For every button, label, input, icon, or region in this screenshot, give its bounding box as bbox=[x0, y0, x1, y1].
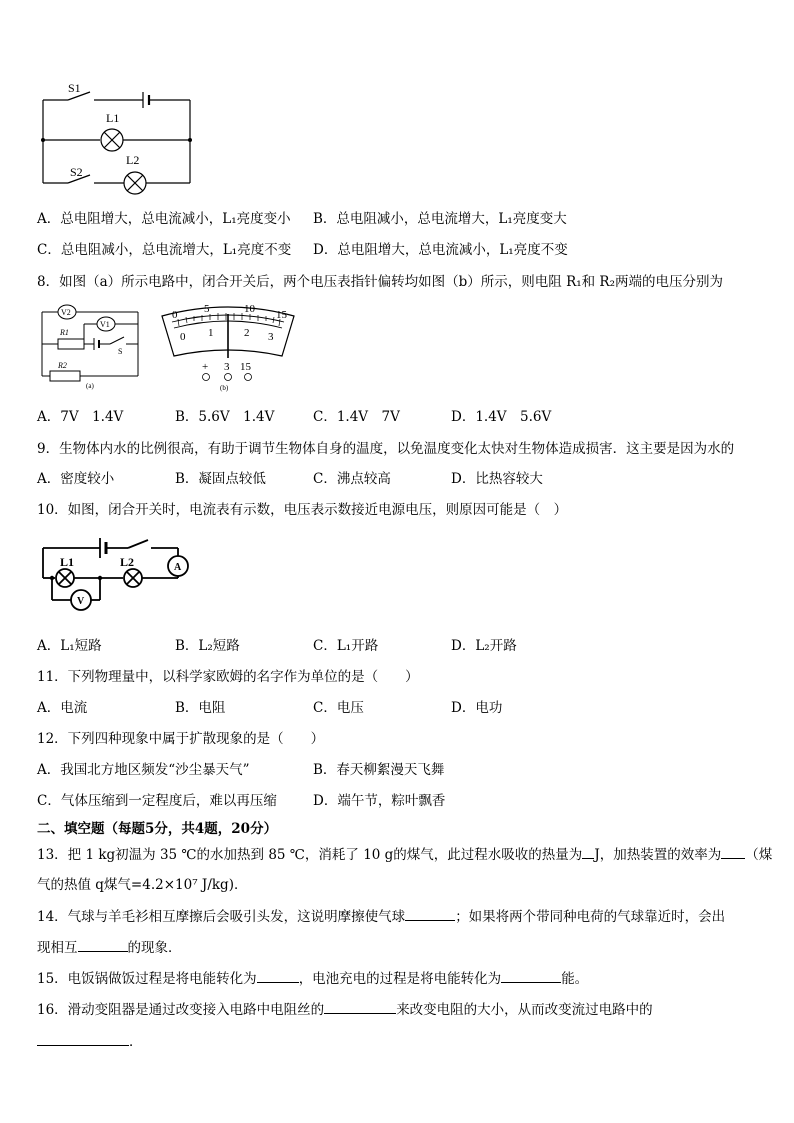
q9-option-c[interactable]: C．沸点较高 bbox=[313, 471, 391, 487]
q13-blank-heat[interactable] bbox=[582, 845, 594, 859]
q8b-top-tick-5: 5 bbox=[204, 303, 210, 315]
q8b-top-tick-0: 0 bbox=[172, 309, 178, 321]
q8a-label-r2: R2 bbox=[58, 361, 67, 370]
q9-option-b[interactable]: B．凝固点较低 bbox=[175, 471, 266, 487]
q15-line bbox=[37, 967, 588, 987]
q12-option-b[interactable]: B．春天柳絮漫天飞舞 bbox=[313, 762, 445, 778]
q8b-bottom-tick-2: 2 bbox=[244, 327, 250, 339]
q8a-label-s: S bbox=[118, 347, 123, 356]
q8b-caption: (b) bbox=[220, 384, 229, 392]
q15-blank-1[interactable] bbox=[257, 969, 299, 983]
q9-option-a[interactable]: A．密度较小 bbox=[37, 471, 115, 487]
q10-option-c[interactable]: C．L₁开路 bbox=[313, 638, 379, 654]
q11-option-d[interactable]: D．电功 bbox=[451, 700, 503, 716]
q11-option-b[interactable]: B．电阻 bbox=[175, 700, 226, 716]
q8-stem: 8．如图（a）所示电路中，闭合开关后，两个电压表指针偏转均如图（b）所示，则电阻 R₁和 R₂两端的电压分别为 bbox=[37, 274, 724, 290]
q10-option-b[interactable]: B．L₂短路 bbox=[175, 638, 240, 654]
q10-label-ammeter: A bbox=[174, 562, 182, 573]
q8b-top-tick-15: 15 bbox=[276, 309, 287, 321]
q10-circuit-diagram bbox=[38, 530, 198, 612]
q12-stem: 12．下列四种现象中属于扩散现象的是（ ） bbox=[37, 731, 325, 747]
q7-option-d[interactable]: D．总电阻增大，总电流减小，L₁亮度不变 bbox=[313, 242, 568, 258]
q16-text-a: 16．滑动变阻器是通过改变接入电路中电阻丝的 bbox=[37, 1002, 325, 1018]
q7-option-a[interactable]: A．总电阻增大，总电流减小，L₁亮度变小 bbox=[37, 211, 291, 227]
q14-text-a: 14．气球与羊毛衫相互摩擦后会吸引头发，这说明摩擦使气球 bbox=[37, 909, 406, 925]
q8-option-b[interactable]: B．5.6V 1.4V bbox=[175, 409, 275, 425]
q15-text-a: 15．电饭锅做饭过程是将电能转化为 bbox=[37, 971, 257, 987]
q8a-label-r1: R1 bbox=[60, 328, 69, 337]
q10-label-voltmeter: V bbox=[77, 596, 85, 607]
q9-option-d[interactable]: D．比热容较大 bbox=[451, 471, 543, 487]
q9-stem: 9．生物体内水的比例很高，有助于调节生物体自身的温度，以免温度变化太快对生物体造成损害．这主要是因为水的 bbox=[37, 441, 735, 457]
q8b-terminal-plus: + bbox=[202, 361, 209, 373]
q15-blank-2[interactable] bbox=[501, 969, 561, 983]
q8-option-d[interactable]: D．1.4V 5.6V bbox=[451, 409, 552, 425]
q14-blank-2[interactable] bbox=[78, 938, 128, 952]
q8-figure-a-circuit bbox=[38, 300, 148, 390]
q15-text-b: ，电池充电的过程是将电能转化为 bbox=[298, 971, 502, 987]
q16-blank-1[interactable] bbox=[324, 1000, 396, 1014]
q8b-terminal-3: 3 bbox=[224, 361, 230, 373]
q13-blank-efficiency[interactable] bbox=[721, 845, 745, 859]
q13-text-a: 13．把 1 kg初温为 35 ℃的水加热到 85 ℃，消耗了 10 g的煤气，此过程水吸收的热量为 bbox=[37, 847, 583, 863]
q8b-terminal-15: 15 bbox=[240, 361, 251, 373]
q14-text-d: 的现象． bbox=[127, 940, 182, 956]
q10-label-l2: L2 bbox=[120, 555, 135, 569]
section-title-fill-in: 二、填空题（每题5分，共4题，20分） bbox=[37, 821, 278, 837]
q14-line-1 bbox=[37, 905, 725, 925]
q10-stem: 10．如图，闭合开关时，电流表有示数，电压表示数接近电源电压，则原因可能是（ ） bbox=[37, 502, 568, 518]
q12-option-c[interactable]: C．气体压缩到一定程度后，难以再压缩 bbox=[37, 793, 277, 809]
q8-option-a[interactable]: A．7V 1.4V bbox=[37, 409, 124, 425]
q8-option-c[interactable]: C．1.4V 7V bbox=[313, 409, 400, 425]
q10-option-a[interactable]: A．L₁短路 bbox=[37, 638, 102, 654]
q14-text-b: ；如果将两个带同种电荷的气球靠近时，会出 bbox=[455, 909, 726, 925]
q13-line-1 bbox=[37, 843, 772, 863]
q8-figure-b-voltmeter bbox=[158, 300, 298, 392]
q7-label-s2: S2 bbox=[70, 165, 83, 179]
q7-label-l2: L2 bbox=[126, 153, 140, 167]
q7-option-c[interactable]: C．总电阻减小，总电流增大，L₁亮度不变 bbox=[37, 242, 292, 258]
q12-option-d[interactable]: D．端午节，粽叶飘香 bbox=[313, 793, 446, 809]
q7-label-l1: L1 bbox=[106, 111, 120, 125]
q14-line-2 bbox=[37, 936, 182, 956]
q13-text-b: J，加热装置的效率为 bbox=[594, 847, 722, 863]
q8b-top-tick-10: 10 bbox=[244, 303, 255, 315]
q14-blank-1[interactable] bbox=[405, 907, 455, 921]
q13-text-c: （煤 bbox=[745, 847, 773, 863]
q7-option-b[interactable]: B．总电阻减小，总电流增大，L₁亮度变大 bbox=[313, 211, 567, 227]
q10-label-l1: L1 bbox=[60, 555, 75, 569]
q11-option-a[interactable]: A．电流 bbox=[37, 700, 88, 716]
q11-stem: 11．下列物理量中，以科学家欧姆的名字作为单位的是（ ） bbox=[37, 669, 419, 685]
q8b-bottom-tick-3: 3 bbox=[268, 331, 274, 343]
q8b-bottom-tick-0: 0 bbox=[180, 331, 186, 343]
q8a-label-v1: V1 bbox=[100, 320, 110, 329]
q12-option-a[interactable]: A．我国北方地区频发“沙尘暴天气” bbox=[37, 762, 250, 778]
q16-end: ． bbox=[129, 1034, 143, 1050]
q14-text-c: 现相互 bbox=[37, 940, 78, 956]
q8b-bottom-tick-1: 1 bbox=[208, 327, 214, 339]
q7-circuit-diagram bbox=[38, 78, 198, 198]
q10-option-d[interactable]: D．L₂开路 bbox=[451, 638, 517, 654]
q7-label-s1: S1 bbox=[68, 81, 81, 95]
q16-line-1 bbox=[37, 998, 653, 1018]
q16-text-b: 来改变电阻的大小，从而改变流过电路中的 bbox=[396, 1002, 653, 1018]
q11-option-c[interactable]: C．电压 bbox=[313, 700, 364, 716]
q16-line-2 bbox=[37, 1030, 143, 1050]
q13-line-2: 气的热值 q煤气=4.2×10⁷ J/kg)． bbox=[37, 877, 248, 893]
q15-text-c: 能。 bbox=[561, 971, 589, 987]
q16-blank-2[interactable] bbox=[37, 1032, 129, 1046]
q8a-caption: (a) bbox=[86, 382, 94, 390]
q8a-label-v2: V2 bbox=[61, 308, 71, 317]
